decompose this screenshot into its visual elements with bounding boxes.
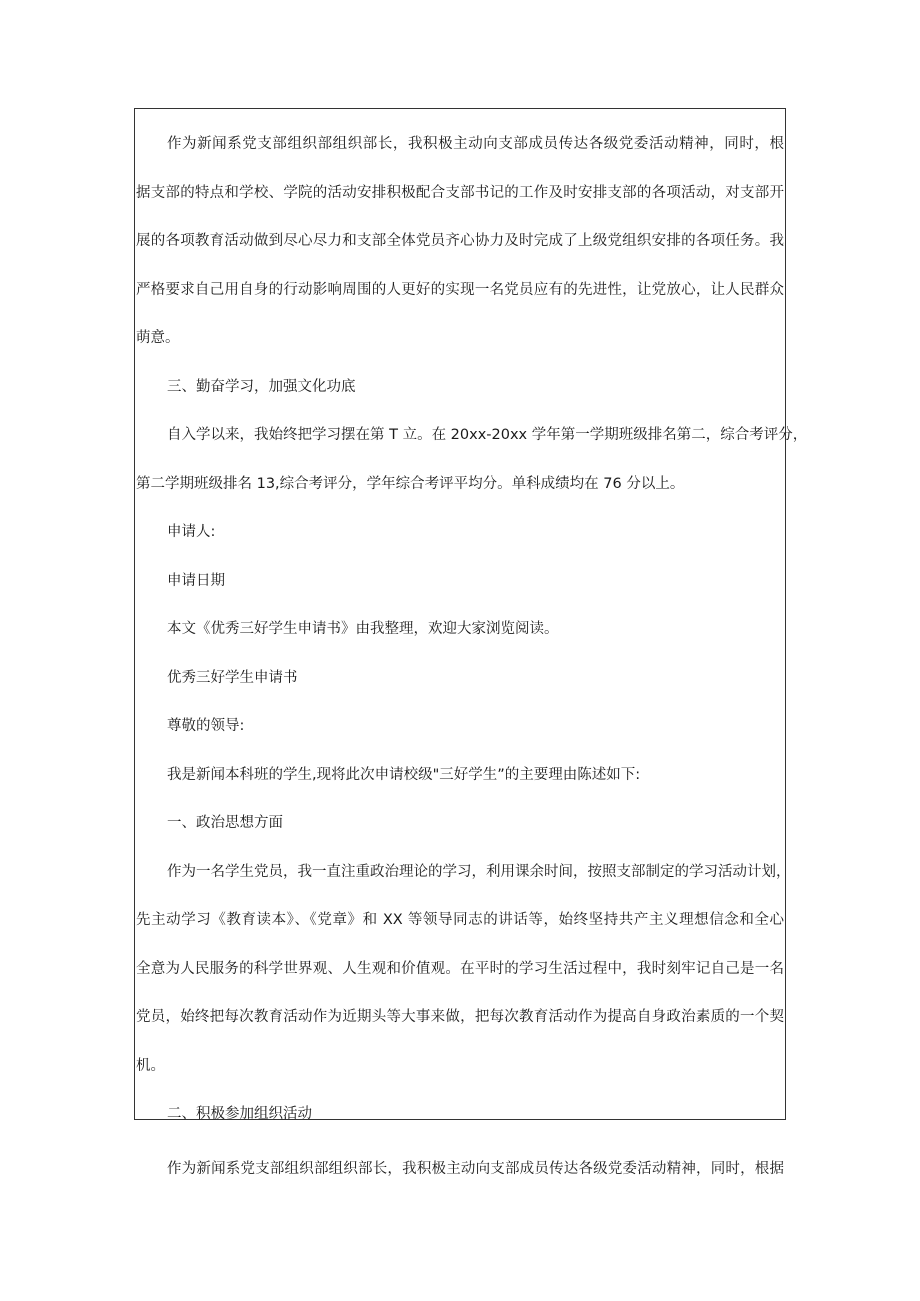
source-note: 本文《优秀三好学生申请书》由我整理，欢迎大家浏览阅读。: [167, 621, 559, 637]
paragraph-line: 展的各项教育活动做到尽心尽力和支部全体党员齐心协力及时完成了上级党组织安排的各项任务。我: [136, 233, 784, 249]
apply-date-label: 申请日期: [167, 573, 225, 589]
paragraph-line: 作为一名学生党员，我一直注重政治理论的学习，利用课余时间，按照支部制定的学习活动计划，: [167, 864, 791, 880]
intro-paragraph: 我是新闻本科班的学生,现将此次申请校级"三好学生”的主要理由陈述如下:: [167, 767, 641, 783]
section-heading: 一、政治思想方面: [167, 815, 283, 831]
paragraph-line: 全意为人民服务的科学世界观、人生观和价值观。在平时的学习生活过程中，我时刻牢记自己是一名: [136, 961, 784, 977]
paragraph-line: 党员，始终把每次教育活动作为近期头等大事来做，把每次教育活动作为提高自身政治素质的一个契: [136, 1009, 784, 1025]
paragraph-line: 严格要求自己用自身的行动影响周围的人更好的实现一名党员应有的先进性，让党放心，让人民群众: [136, 282, 784, 298]
paragraph-line: 先主动学习《教育读本》、《党章》和 XX 等领导同志的讲话等，始终坚持共产主义理想信念和全心: [136, 912, 784, 928]
document-title: 优秀三好学生申请书: [167, 670, 298, 686]
paragraph-line: 萌意。: [136, 330, 180, 346]
paragraph-line: 作为新闻系党支部组织部组织部长，我积极主动向支部成员传达各级党委活动精神，同时，根据: [167, 1161, 784, 1177]
applicant-label: 申请人:: [167, 524, 216, 540]
paragraph-line: 第二学期班级排名 13,综合考评分，学年综合考评平均分。单科成绩均在 76 分以上。: [136, 476, 685, 492]
section-heading: 二、积极参加组织活动: [167, 1106, 312, 1122]
paragraph-line: 机。: [136, 1058, 165, 1074]
paragraph-line: 自入学以来，我始终把学习摆在第 T 立。在 20xx-20xx 学年第一学期班级排名第二，综合考评分，: [167, 427, 808, 443]
salutation: 尊敬的领导:: [167, 718, 245, 734]
paragraph-line: 据支部的特点和学校、学院的活动安排积极配合支部书记的工作及时安排支部的各项活动，对支部开: [136, 185, 784, 201]
paragraph-line: 作为新闻系党支部组织部组织部长，我积极主动向支部成员传达各级党委活动精神，同时，根: [167, 136, 784, 152]
section-heading: 三、勤奋学习，加强文化功底: [167, 379, 356, 395]
